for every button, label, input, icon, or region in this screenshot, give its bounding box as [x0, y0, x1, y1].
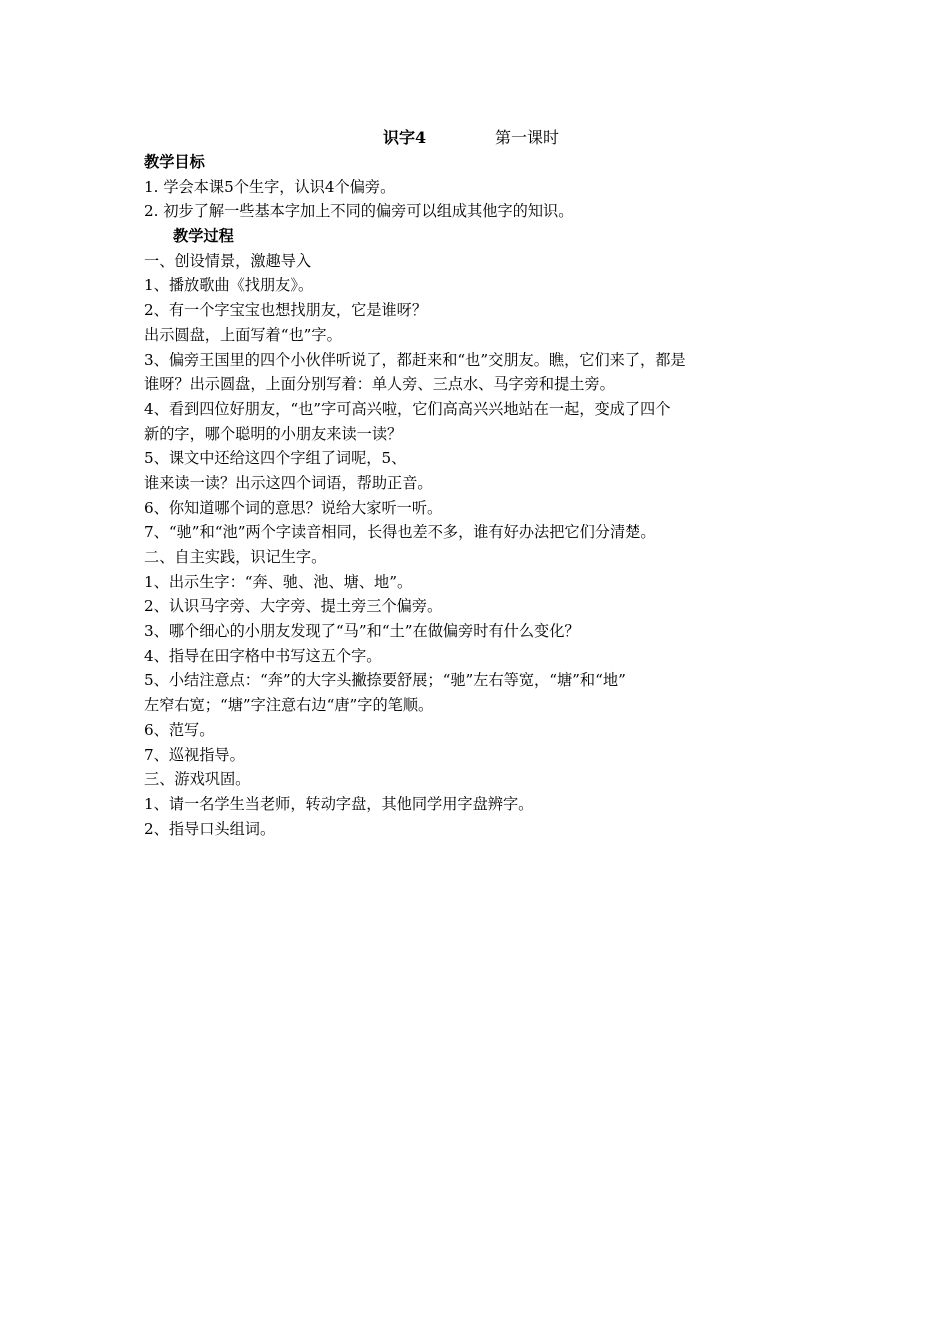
text-line: 4、看到四位好朋友，“也”字可高兴啦，它们高高兴兴地站在一起，变成了四个 [144, 399, 671, 418]
text-line: 1、播放歌曲《找朋友》。 [144, 276, 314, 295]
text-line: 二、自主实践，识记生字。 [144, 548, 327, 566]
section-heading-process: 教学过程 [173, 227, 234, 246]
text-line: 2. 初步了解一些基本字加上不同的偏旁可以组成其他字的知识。 [144, 202, 574, 221]
document-body [144, 150, 824, 841]
text-line: 3、偏旁王国里的四个小伙伴听说了，都赶来和“也”交朋友。瞧，它们来了，都是 [144, 350, 686, 369]
text-line: 三、游戏巩固。 [144, 770, 251, 789]
text-line: 一、创设情景，激趣导入 [144, 251, 312, 270]
text-line: 2、认识马字旁、大字旁、提土旁三个偏旁。 [144, 597, 443, 616]
text-line: 新的字，哪个聪明的小朋友来读一读？ [144, 424, 403, 443]
text-line: 5、课文中还给这四个字组了词呢，5、 [144, 449, 407, 468]
text-line: 谁呀？出示圆盘，上面分别写着：单人旁、三点水、马字旁和提土旁。 [144, 375, 615, 394]
text-line: 4、指导在田字格中书写这五个字。 [144, 646, 382, 665]
text-line: 谁来读一读？出示这四个词语，帮助正音。 [144, 473, 433, 492]
text-line: 2、有一个字宝宝也想找朋友，它是谁呀？ [144, 301, 428, 320]
text-line: 1、出示生字：“奔、驰、池、塘、地”。 [144, 572, 413, 591]
text-line: 2、指导口头组词。 [144, 819, 276, 838]
lesson-title: 识字4 [383, 128, 427, 147]
text-line: 7、巡视指导。 [144, 745, 245, 764]
text-line: 左窄右宽；“塘”字注意右边“唐”字的笔顺。 [144, 696, 434, 715]
text-line: 6、范写。 [144, 720, 215, 739]
text-line: 1、请一名学生当老师，转动字盘，其他同学用字盘辨字。 [144, 794, 534, 813]
lesson-period: 第一课时 [495, 128, 560, 147]
text-line: 出示圆盘，上面写着“也”字。 [144, 325, 342, 344]
text-line: 6、你知道哪个词的意思？说给大家听一听。 [144, 498, 443, 517]
title-row [0, 126, 950, 150]
text-line: 7、“驰”和“池”两个字读音相同，长得也差不多，谁有好办法把它们分清楚。 [144, 523, 656, 542]
text-line: 3、哪个细心的小朋友发现了“马”和“土”在做偏旁时有什么变化？ [144, 622, 580, 641]
text-line: 1. 学会本课5个生字，认识4个偏旁。 [144, 177, 396, 196]
text-line: 5、小结注意点：“奔”的大字头撇捺要舒展；“驰”左右等宽，“塘”和“地” [144, 671, 626, 690]
section-heading-goals: 教学目标 [144, 153, 205, 171]
